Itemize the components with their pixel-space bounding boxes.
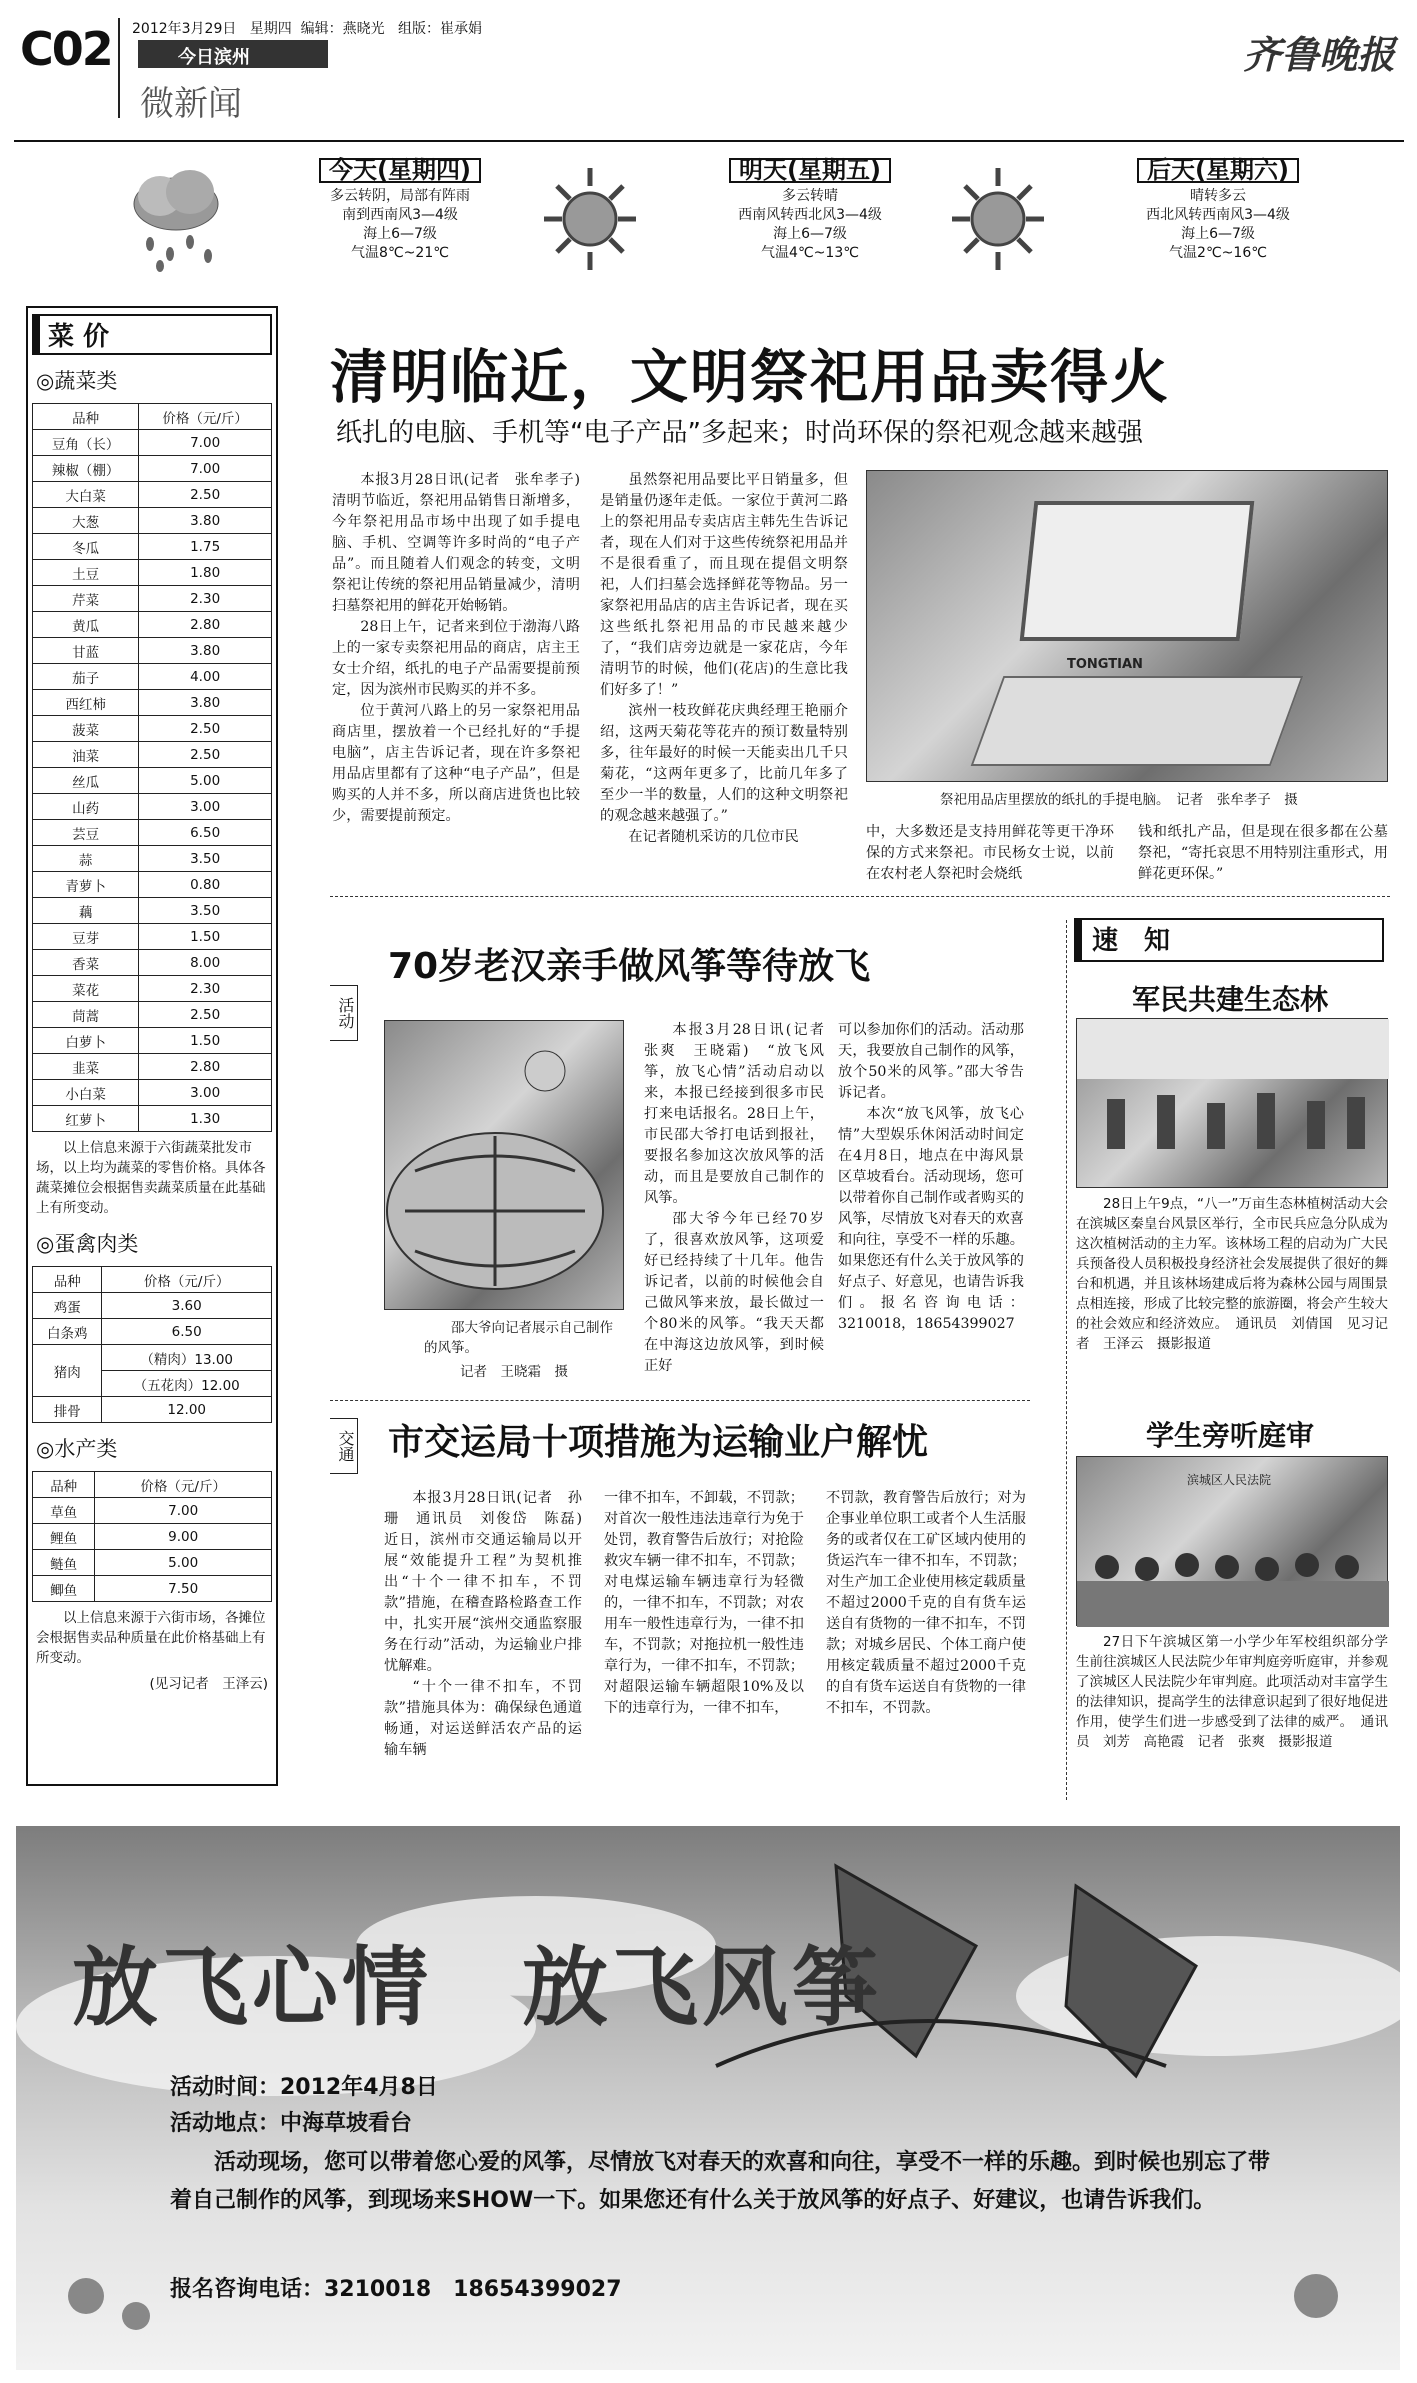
table-row (33, 1002, 272, 1028)
table-header: 品种 (33, 1472, 95, 1498)
price-item: 芹菜 (33, 586, 139, 612)
traffic-tag: 交通 (330, 1418, 358, 1474)
price-value: 1.50 (139, 1028, 272, 1054)
price-item: 油菜 (33, 742, 139, 768)
fish-note: 以上信息来源于六街市场，各摊位会根据售卖品种质量在此价格基础上有所变动。 (36, 1610, 266, 1666)
paragraph: 滨州一枝玫鲜花庆典经理王艳丽介绍，这两天菊花等花卉的预订数量特别多，往年最好的时候一天能卖出几千只菊花，“这两年更多了，比前几年多了至少一半的数量，人们的这种文明祭祀的观念越来越强了。” (600, 703, 848, 824)
brand-logo: 齐鲁晚报 (1242, 32, 1395, 77)
laptop-screen (1020, 501, 1255, 641)
table-row (33, 846, 272, 872)
table-row (33, 898, 272, 924)
paragraph: 本次“放飞风筝，放飞心情”大型娱乐休闲活动时间定在4月8日，地点在中海风景区草坡看台。活动现场，您可以带着你自己制作或者购买的风筝，尽情放飞对春天的欢喜和向往，享受不一样的乐趣。如果您还有什么关于放风筝的好点子、好意见，也请告诉我们。报名咨询电话：3210018，18654399027 (838, 1106, 1024, 1332)
court-photo (1076, 1456, 1388, 1626)
paragraph: 虽然祭祀用品要比平日销量多，但是销量仍逐年走低。一家位于黄河二路上的祭祀用品专卖店店主韩先生告诉记者，现在人们对于这些传统祭祀用品并不是很看重了，而且现在提倡文明祭祀，人们扫墓会选择鲜花等物品。另一家祭祀用品店的店主告诉记者，现在买这些纸扎祭祀用品的市民越来越少了，“我们店旁边就是一家花店，今年清明节的时候，他们(花店)的生意比我们好多了！” (600, 472, 848, 698)
price-value: 3.60 (102, 1293, 272, 1319)
price-item: 西红柿 (33, 690, 139, 716)
fish-price-table (32, 1471, 272, 1602)
weather-today-line: 多云转阴，局部有阵雨 (330, 188, 470, 204)
table-row (33, 560, 272, 586)
table-row (33, 1524, 272, 1550)
price-item: 香菜 (33, 950, 139, 976)
fish-section-title: ◎水产类 (36, 1437, 118, 1461)
price-item: 排骨 (33, 1397, 102, 1423)
sun-icon (540, 164, 640, 274)
table-row (33, 508, 272, 534)
table-row (33, 950, 272, 976)
price-value: 7.00 (139, 430, 272, 456)
paragraph: 一律不扣车，不卸载，不罚款；对首次一般性违法违章行为免于处罚，教育警告后放行；对抢险救灾车辆一律不扣车，不罚款；对电煤运输车辆违章行为轻微的，一律不扣车，不罚款；对农用车一般性违章行为，一律不扣车，不罚款；对拖拉机一般性违章行为，一律不扣车，不罚款；对超限运输车辆超限10%及以下的违章行为，一律不扣车， (604, 1490, 804, 1716)
traffic-col-1 (384, 1488, 597, 1761)
main-col-1 (332, 470, 595, 827)
price-item: 白条鸡 (33, 1319, 102, 1345)
header-vertical-rule (118, 18, 120, 118)
price-value: 1.50 (139, 924, 272, 950)
kite-event-banner (16, 1826, 1400, 2370)
table-row (33, 1028, 272, 1054)
court-sign: 滨城区人民法院 (1187, 1473, 1272, 1487)
table-row (33, 872, 272, 898)
price-value: 2.50 (139, 716, 272, 742)
paragraph: 可以参加你们的活动。活动那天，我要放自己制作的风筝，放个50米的风筝。”邵大爷告诉记者。 (838, 1022, 1024, 1101)
table-header: 价格（元/斤） (102, 1267, 272, 1293)
kite-col-2 (838, 1020, 1024, 1335)
main-tail-2 (1138, 822, 1388, 885)
price-item: 蒜 (33, 846, 139, 872)
weather-tomorrow-line: 海上6—7级 (773, 226, 847, 242)
news1-title: 军民共建生态林 (1131, 983, 1328, 1016)
price-value: 2.50 (139, 742, 272, 768)
table-row (33, 612, 272, 638)
price-value: 1.80 (139, 560, 272, 586)
table-row (33, 794, 272, 820)
price-item: 猪肉 (33, 1345, 102, 1397)
banner-phone: 报名咨询电话：3210018 18654399027 (170, 2277, 622, 2302)
price-value: （精肉）13.00 (102, 1345, 272, 1371)
banner-time: 活动时间：2012年4月8日 (170, 2075, 438, 2100)
sun-icon (948, 164, 1048, 274)
kite-caption: 邵大爷向记者展示自己制作的风筝。 (424, 1320, 613, 1356)
price-value: 3.80 (139, 638, 272, 664)
price-item: 韭菜 (33, 1054, 139, 1080)
table-header: 品种 (33, 1267, 102, 1293)
price-item: 鲫鱼 (33, 1576, 95, 1602)
main-col-2 (600, 470, 848, 848)
weather-tomorrow-line: 多云转晴 (782, 188, 838, 204)
table-row (33, 1080, 272, 1106)
weather-after-line: 海上6—7级 (1181, 226, 1255, 242)
price-value: 4.00 (139, 664, 272, 690)
quick-news-label: 速 知 (1074, 918, 1384, 962)
price-value: 1.75 (139, 534, 272, 560)
price-value: 2.80 (139, 1054, 272, 1080)
price-value: 3.00 (139, 794, 272, 820)
price-value: 2.30 (139, 976, 272, 1002)
main-tail-1 (866, 822, 1114, 885)
price-value: 1.30 (139, 1106, 272, 1132)
price-value: 5.00 (139, 768, 272, 794)
kite-tag: 活动 (330, 985, 358, 1041)
soldiers-illustration (1077, 1019, 1389, 1189)
weather-today-text (290, 158, 510, 263)
table-row (33, 1106, 272, 1132)
fish-credit: (见习记者 王泽云) (149, 1676, 268, 1692)
price-item: 草鱼 (33, 1498, 95, 1524)
laptop-brand: TONGTIAN (1067, 657, 1143, 672)
kite-illustration (385, 1021, 625, 1311)
weather-today-line: 南到西南风3—4级 (342, 207, 458, 223)
section-title: 微新闻 (140, 84, 242, 124)
paragraph: 本报3月28日讯(记者 张爽 王晓霜) “放飞风筝，放飞心情”活动启动以来，本报已经接到很多市民打来电话报名。28日上午，市民邵大爷打电话到报社，要报名参加这次放风筝的活动，而且是要放自己制作的风筝。 (644, 1022, 839, 1206)
table-header: 价格（元/斤） (139, 404, 272, 430)
weather-after-day: 后天(星期六) (1137, 158, 1299, 183)
price-item: 小白菜 (33, 1080, 139, 1106)
paragraph: 在记者随机采访的几位市民 (628, 829, 799, 845)
paragraph: 本报3月28日讯(记者 孙珊 通讯员 刘俊岱 陈磊) 近日，滨州市交通运输局以开展“效能提升工程”为契机推出“十个一律不扣车，不罚款”措施，在稽查路检路查工作中，扎实开展“滨州交通监察服务在行动”活动，为运输业户排忧解难。 (384, 1490, 597, 1674)
header-typeset: 组版：崔承娟 (397, 21, 482, 37)
price-item: 菜花 (33, 976, 139, 1002)
section-tag: 今日滨州 (138, 40, 328, 68)
header-editor: 编辑：燕晓光 (300, 21, 385, 37)
price-item: 冬瓜 (33, 534, 139, 560)
main-headline: 清明临近，文明祭祀用品卖得火 (330, 343, 1171, 411)
table-row (33, 1397, 272, 1423)
main-subtitle: 纸扎的电脑、手机等“电子产品”多起来；时尚环保的祭祀观念越来越强 (336, 418, 1143, 448)
laptop-caption: 祭祀用品店里摆放的纸扎的手提电脑。 记者 张牟孝子 摄 (940, 792, 1298, 808)
price-value: （五花肉）12.00 (102, 1371, 272, 1397)
table-row (33, 716, 272, 742)
price-value: 12.00 (102, 1397, 272, 1423)
kite-photo (384, 1020, 624, 1310)
paragraph: “十个一律不扣车，不罚款”措施具体为：确保绿色通道畅通，对运送鲜活农产品的运输车辆 (384, 1679, 582, 1758)
table-header: 品种 (33, 404, 139, 430)
soldiers-photo (1076, 1018, 1388, 1188)
price-item: 辣椒（棚） (33, 456, 139, 482)
price-value: 9.00 (95, 1524, 272, 1550)
kite-credit: 记者 王晓霜 摄 (460, 1364, 568, 1380)
header-meta (132, 18, 482, 38)
weather-after-line: 晴转多云 (1190, 188, 1246, 204)
weather-tomorrow-line: 西南风转西北风3—4级 (738, 207, 882, 223)
price-value: 6.50 (102, 1319, 272, 1345)
price-item: 大葱 (33, 508, 139, 534)
egg-section-title: ◎蛋禽肉类 (36, 1232, 139, 1256)
price-value: 8.00 (139, 950, 272, 976)
banner-place: 活动地点：中海草坡看台 (170, 2111, 413, 2136)
weather-today (130, 158, 510, 298)
price-value: 7.50 (95, 1576, 272, 1602)
table-row (33, 482, 272, 508)
price-item: 鸡蛋 (33, 1293, 102, 1319)
traffic-col-2 (604, 1488, 804, 1719)
price-item: 丝瓜 (33, 768, 139, 794)
table-row (33, 1550, 272, 1576)
section-divider (330, 896, 1390, 897)
weather-after (948, 158, 1328, 298)
price-item: 红萝卜 (33, 1106, 139, 1132)
price-item: 藕 (33, 898, 139, 924)
table-row (33, 1576, 272, 1602)
price-value: 2.30 (139, 586, 272, 612)
paragraph: 28日上午，记者来到位于渤海八路上的一家专卖祭祀用品的商店，店主王女士介绍，纸扎的电子产品需要提前预定，因为滨州市民购买的并不多。 (332, 619, 580, 698)
price-item: 白萝卜 (33, 1028, 139, 1054)
banner-body: 活动现场，您可以带着您心爱的风筝，尽情放飞对春天的欢喜和向往，享受不一样的乐趣。到时候也别忘了带着自己制作的风筝，到现场来SHOW一下。如果您还有什么关于放风筝的好点子、好建议，也请告诉我们。 (170, 2150, 1271, 2213)
table-row (33, 638, 272, 664)
table-row (33, 820, 272, 846)
price-item: 鲤鱼 (33, 1524, 95, 1550)
table-row (33, 690, 272, 716)
table-row (33, 1345, 272, 1371)
section-divider (330, 1400, 1030, 1401)
price-value: 5.00 (95, 1550, 272, 1576)
table-header: 价格（元/斤） (95, 1472, 272, 1498)
price-value: 2.80 (139, 612, 272, 638)
price-item: 青萝卜 (33, 872, 139, 898)
weather-after-line: 气温2℃~16℃ (1169, 245, 1267, 261)
header-date: 2012年3月29日 (132, 21, 237, 37)
veg-note: 以上信息来源于六街蔬菜批发市场，以上均为蔬菜的零售价格。具体各蔬菜摊位会根据售卖蔬菜质量在此基础上有所变动。 (36, 1140, 266, 1216)
price-item: 茄子 (33, 664, 139, 690)
price-item: 茼蒿 (33, 1002, 139, 1028)
laptop-keyboard (971, 676, 1304, 766)
table-row (33, 664, 272, 690)
price-item: 鲢鱼 (33, 1550, 95, 1576)
weather-today-day: 今天(星期四) (319, 158, 481, 183)
news1-text: 28日上午9点，“八一”万亩生态林植树活动大会在滨城区秦皇台风景区举行，全市民兵应急分队成为这次植树活动的主力军。该林场工程的启动为广大民兵预备役人员积极投身经济社会发展提供了很好的舞台和机遇，并且该林场建成后将为森林公园与周围景点相连接，形成了比较完整的旅游圈，将会产生较大的社会效应和经济效应。 通讯员 刘倩国 见习记者 王泽云 摄影报道 (1076, 1196, 1388, 1352)
paragraph: 位于黄河八路上的另一家祭祀用品商店里，摆放着一个已经扎好的“手提电脑”，店主告诉记者，现在许多祭祀用品店里都有了这种“电子产品”，但是购买的人并不多，所以商店进货也比较少，需要提前预定。 (332, 703, 580, 824)
weather-today-line: 海上6—7级 (363, 226, 437, 242)
price-item: 甘蓝 (33, 638, 139, 664)
table-row (33, 742, 272, 768)
price-item: 豆角（长） (33, 430, 139, 456)
egg-price-table (32, 1266, 272, 1423)
page-number: C02 (20, 22, 112, 76)
veg-price-table (32, 403, 272, 1132)
price-item: 黄瓜 (33, 612, 139, 638)
price-value: 3.80 (139, 690, 272, 716)
weather-tomorrow-day: 明天(星期五) (729, 158, 891, 183)
table-row (33, 976, 272, 1002)
price-item: 豆芽 (33, 924, 139, 950)
weather-tomorrow (540, 158, 920, 298)
price-value: 3.80 (139, 508, 272, 534)
traffic-headline: 市交运局十项措施为运输业户解忧 (388, 1422, 929, 1463)
weather-tomorrow-line: 气温4℃~13℃ (761, 245, 859, 261)
table-row (33, 586, 272, 612)
table-row (33, 924, 272, 950)
banner-title: 放飞心情 放飞风筝 (72, 1938, 882, 2038)
price-value: 3.50 (139, 898, 272, 924)
header-rule (14, 140, 1404, 142)
price-value: 2.50 (139, 1002, 272, 1028)
price-sidebar (26, 306, 278, 1786)
paragraph: 本报3月28日讯(记者 张牟孝子) 清明节临近，祭祀用品销售日渐增多，今年祭祀用品市场中出现了如手提电脑、手机、空调等许多时尚的“电子产品”。而且随着人们观念的转变，文明祭祀让传统的祭祀用品销量减少，清明扫墓祭祀用的鲜花开始畅销。 (332, 472, 595, 614)
paragraph: 不罚款，教育警告后放行；对为企事业单位职工或者个人生活服务的或者仅在工矿区域内使用的货运汽车一律不扣车，不罚款；对生产加工企业使用核定载质量不超过2000千克的自有货车运送自有货物的一律不扣车，不罚款；对城乡居民、个体工商户使用核定载质量不超过2000千克的自有货车运送自有货物的一律不扣车，不罚款。 (826, 1490, 1026, 1716)
price-item: 大白菜 (33, 482, 139, 508)
price-value: 3.50 (139, 846, 272, 872)
table-row (33, 430, 272, 456)
price-value: 7.00 (139, 456, 272, 482)
kite-headline: 70岁老汉亲手做风筝等待放飞 (388, 946, 871, 987)
weather-today-line: 气温8℃~21℃ (351, 245, 449, 261)
kite-col-1 (644, 1020, 839, 1377)
weather-after-line: 西北风转西南风3—4级 (1146, 207, 1290, 223)
table-row (33, 1054, 272, 1080)
price-item: 土豆 (33, 560, 139, 586)
weather-after-text (1108, 158, 1328, 263)
paragraph: 钱和纸扎产品，但是现在很多都在公墓祭祀，“寄托哀思不用特别注重形式，用鲜花更环保。” (1138, 824, 1388, 882)
price-value: 3.00 (139, 1080, 272, 1106)
traffic-col-3 (826, 1488, 1026, 1719)
price-title: 菜 价 (32, 314, 272, 355)
table-row (33, 768, 272, 794)
price-value: 6.50 (139, 820, 272, 846)
price-value: 0.80 (139, 872, 272, 898)
table-row (33, 1319, 272, 1345)
paragraph: 中，大多数还是支持用鲜花等更干净环保的方式来祭祀。市民杨女士说，以前在农村老人祭祀时会烧纸 (866, 824, 1114, 882)
paragraph: 邵大爷今年已经70岁了，很喜欢放风筝，这项爱好已经持续了十几年。他告诉记者，以前的时候他会自己做风筝来放，最长做过一个80米的风筝。“我天天都在中海这边放风筝，到时候正好 (644, 1211, 824, 1374)
price-item: 芸豆 (33, 820, 139, 846)
table-row (33, 534, 272, 560)
header-weekday: 星期四 (249, 21, 292, 37)
table-row (33, 456, 272, 482)
price-item: 菠菜 (33, 716, 139, 742)
price-value: 2.50 (139, 482, 272, 508)
news2-title: 学生旁听庭审 (1145, 1419, 1314, 1452)
table-row (33, 1293, 272, 1319)
price-value: 7.00 (95, 1498, 272, 1524)
laptop-photo (866, 470, 1388, 782)
cloud-rain-icon (130, 164, 222, 274)
weather-tomorrow-text (700, 158, 920, 263)
veg-section-title: ◎蔬菜类 (36, 369, 118, 393)
news2-text: 27日下午滨城区第一小学少年军校组织部分学生前往滨城区人民法院少年审判庭旁听庭审，并参观了滨城区人民法院少年审判庭。此项活动对丰富学生的法律知识，提高学生的法律意识起到了很好地促进作用，使学生们进一步感受到了法律的威严。 通讯员 刘芳 高艳霞 记者 张爽 摄影报道 (1076, 1634, 1388, 1750)
table-row (33, 1498, 272, 1524)
price-item: 山药 (33, 794, 139, 820)
